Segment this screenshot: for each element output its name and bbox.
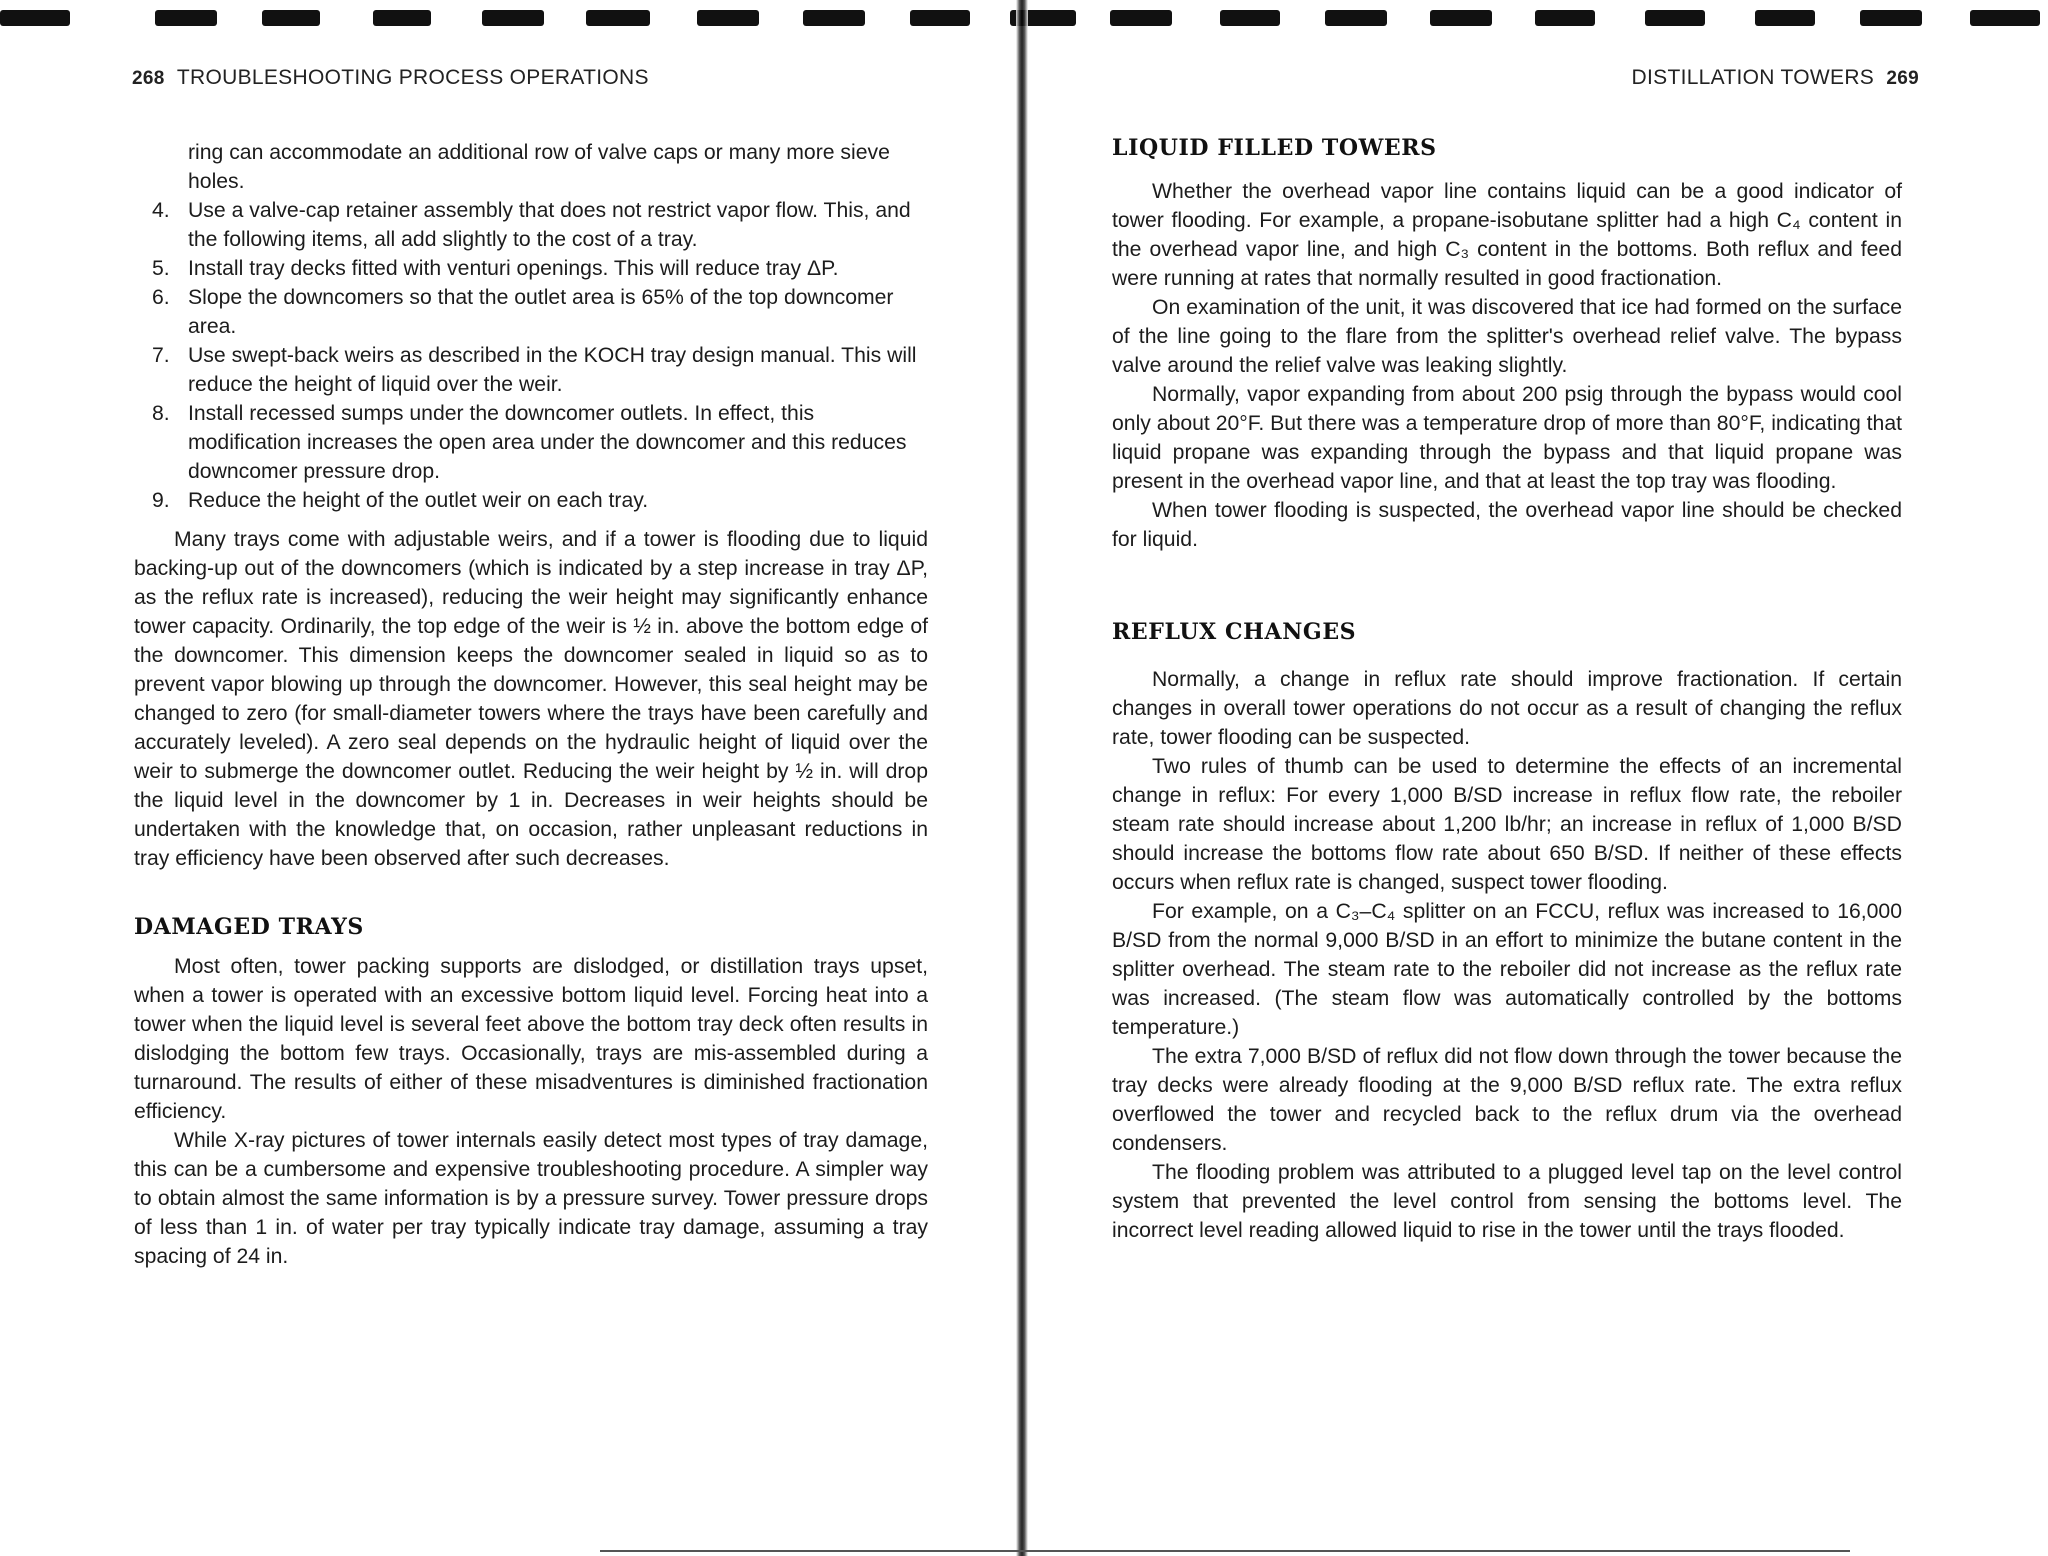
reflux-paragraph-4: The extra 7,000 B/SD of reflux did not flow down through the tower because the tray decks were already flooding at the 9,000 B/SD reflux rate. The extra reflux overflowed the tower and recycled back to the reflux drum via the overhead condensers.: [1112, 1045, 1902, 1155]
right-running-title: DISTILLATION TOWERS: [1631, 66, 1875, 89]
liquid-paragraph-1: Whether the overhead vapor line contains liquid can be a good indicator of tower flooding. For example, a propane-isobutane splitter had a high C₄ content in the overhead vapor line, and high C₃ content in the bottoms. Both reflux and feed were running at rates that normally resulted in good fractionation.: [1112, 180, 1902, 290]
right-page-number: 269: [1886, 68, 1919, 89]
liquid-paragraph-3: Normally, vapor expanding from about 200 psig through the bypass would cool only about 20°F. But there was a temperature drop of more than 80°F, indicating that liquid propane was expanding through the bypass and that liquid propane was present in the overhead vapor line, and that at least the top tray was flooding.: [1112, 383, 1902, 493]
list-item: 9. Reduce the height of the outlet weir on each tray.: [152, 489, 649, 512]
page-bottom-edge: [600, 1550, 1850, 1552]
reflux-paragraph-5: The flooding problem was attributed to a plugged level tap on the level control system that prevented the level control from sensing the bottoms level. The incorrect level reading allowed liquid to rise in the tower until the trays flooded.: [1112, 1161, 1902, 1242]
damaged-trays-paragraph-1: Most often, tower packing supports are dislodged, or distillation trays upset, when a tower is operated with an excessive bottom liquid level. Forcing heat into a tower when the liquid level is several feet above the bottom tray deck often results in dislodging the bottom few trays. Occasionally, trays are mis-assembled during a turnaround. The results of either of these misadventures is diminished fractionation efficiency.: [134, 955, 928, 1123]
reflux-changes-heading: REFLUX CHANGES: [1112, 619, 1357, 645]
liquid-filled-towers-heading: LIQUID FILLED TOWERS: [1112, 135, 1437, 161]
liquid-paragraph-2: On examination of the unit, it was discovered that ice had formed on the surface of the line going to the flare from the splitter's overhead relief valve. The bypass valve around the relief valve was leaking slightly.: [1112, 296, 1902, 377]
left-page-header: [132, 66, 649, 90]
list-item: 7. Use swept-back weirs as described in the KOCH tray design manual. This will reduce the height of liquid over the weir.: [152, 344, 917, 396]
left-page-number: 268: [132, 68, 165, 89]
damaged-trays-heading: DAMAGED TRAYS: [134, 914, 364, 940]
list-item: 6. Slope the downcomers so that the outlet area is 65% of the top downcomer area.: [152, 286, 894, 338]
weir-paragraph: Many trays come with adjustable weirs, and if a tower is flooding due to liquid backing-up out of the downcomers (which is indicated by a step increase in tray ΔP, as the reflux rate is increased), reducing the weir height may significantly enhance tower capacity. Ordinarily, the top edge of the weir is ½ in. above the bottom edge of the downcomer. This dimension keeps the downcomer sealed in liquid so as to prevent vapor blowing up through the downcomer. However, this seal height may be changed to zero (for small-diameter towers where the trays have been carefully and accurately leveled). A zero seal depends on the hydraulic height of liquid over the weir to submerge the downcomer outlet. Reducing the weir height by ½ in. will drop the liquid level in the downcomer by 1 in. Decreases in weir heights should be undertaken with the knowledge that, on occasion, rather unpleasant reductions in tray efficiency have been observed after such decreases.: [134, 528, 928, 870]
list-item: 8. Install recessed sumps under the downcomer outlets. In effect, this modification increases the open area under the downcomer and this reduces downcomer pressure drop.: [152, 402, 907, 483]
reflux-paragraph-3: For example, on a C₃–C₄ splitter on an FCCU, reflux was increased to 16,000 B/SD from the normal 9,000 B/SD in an effort to minimize the butane content in the splitter overhead. The steam rate to the reboiler did not increase as the reflux rate was increased. (The steam flow was automatically controlled by the bottoms temperature.): [1112, 900, 1902, 1039]
left-running-title: TROUBLESHOOTING PROCESS OPERATIONS: [176, 66, 649, 89]
book-spine: [1016, 0, 1028, 1556]
right-page-body: [1112, 134, 1902, 1245]
list-item: 4. Use a valve-cap retainer assembly that does not restrict vapor flow. This, and the following items, all add slightly to the cost of a tray.: [152, 199, 911, 251]
damaged-trays-paragraph-2: While X-ray pictures of tower internals easily detect most types of tray damage, this can be a cumbersome and expensive troubleshooting procedure. A simpler way to obtain almost the same information is by a pressure survey. Tower pressure drops of less than 1 in. of water per tray typically indicate tray damage, assuming a tray spacing of 24 in.: [134, 1129, 928, 1268]
liquid-paragraph-4: When tower flooding is suspected, the overhead vapor line should be checked for liquid.: [1112, 499, 1902, 551]
list-item: ring can accommodate an additional row of valve caps or many more sieve holes.: [188, 141, 890, 193]
recommendation-list: [134, 138, 928, 515]
right-page-header: [1632, 66, 1919, 90]
left-page-body: [134, 138, 928, 1271]
reflux-paragraph-1: Normally, a change in reflux rate should improve fractionation. If certain changes in overall tower operations do not occur as a result of changing the reflux rate, tower flooding can be suspected.: [1112, 668, 1902, 749]
list-item: 5. Install tray decks fitted with venturi openings. This will reduce tray ΔP.: [152, 257, 839, 280]
reflux-paragraph-2: Two rules of thumb can be used to determine the effects of an incremental change in reflux: For every 1,000 B/SD increase in reflux flow rate, the reboiler steam rate should increase about 1,200 lb/hr; an increase in reflux of 1,000 B/SD should increase the bottoms flow rate about 650 B/SD. If neither of these effects occurs when reflux rate is changed, suspect tower flooding.: [1112, 755, 1902, 894]
